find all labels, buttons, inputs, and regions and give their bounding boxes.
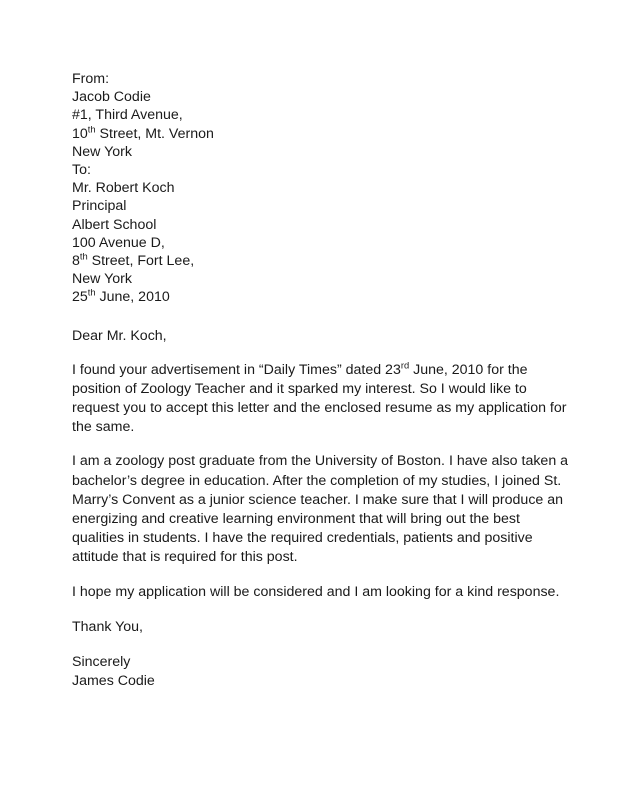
- body-paragraph-2: I am a zoology post graduate from the University of Boston. I have also taken a bachelor’s degree in education. After the completion of my studies, I joined St. Marry’s Convent as a junior science teacher. I make sure that I will produce an energizing and creative learning environment that will bring out the best qualities in students. I have the required credentials, patients and positive attitude that is required for this post.: [72, 453, 569, 566]
- sender-street-ordinal: th: [87, 123, 96, 134]
- sender-street-rest: Street, Mt. Vernon: [95, 125, 214, 142]
- date-ordinal: th: [87, 287, 96, 298]
- sender-name: Jacob Codie: [72, 89, 151, 106]
- sender-street-number: 10: [72, 125, 88, 142]
- body-paragraph-1: [72, 361, 572, 438]
- signature-block: [72, 653, 572, 691]
- letter-body: [72, 70, 572, 691]
- recipient-street-number: 8: [72, 253, 80, 270]
- date-rest: June, 2010: [95, 289, 170, 306]
- body-paragraph-3: I hope my application will be considered and I am looking for a kind response.: [72, 583, 560, 600]
- salutation: Dear Mr. Koch,: [72, 327, 167, 344]
- date-day: 25: [72, 289, 88, 306]
- sender-from-label: From:: [72, 71, 110, 87]
- recipient-to-label: To:: [72, 162, 91, 179]
- sender-address-block: [72, 70, 572, 161]
- recipient-address-line-1: 100 Avenue D,: [72, 234, 165, 251]
- recipient-street-ordinal: th: [79, 251, 88, 262]
- paragraph-1-part-1: I found your advertisement in “Daily Times” dated 23: [72, 361, 401, 378]
- recipient-title: Principal: [72, 198, 127, 215]
- recipient-address-block: [72, 161, 572, 307]
- signature-name: James Codie: [72, 673, 155, 690]
- sign-off: Sincerely: [72, 654, 131, 671]
- recipient-organization: Albert School: [72, 216, 157, 233]
- letter-date: [72, 288, 572, 306]
- sender-address-line-3: New York: [72, 143, 132, 160]
- thank-you-line: Thank You,: [72, 618, 143, 635]
- recipient-address-line-3: New York: [72, 271, 132, 288]
- sender-address-line-1: #1, Third Avenue,: [72, 107, 183, 124]
- recipient-address-line-2: [72, 252, 572, 270]
- sender-address-line-2: [72, 125, 572, 143]
- paragraph-1-ordinal: rd: [400, 359, 410, 370]
- recipient-name: Mr. Robert Koch: [72, 180, 175, 197]
- recipient-street-rest: Street, Fort Lee,: [87, 253, 195, 270]
- paragraph-1-part-2: June, 2010 for the position of Zoology Teacher and it sparked my interest. So I would like to request you to accept this letter and the enclosed resume as my application for the same.: [72, 361, 567, 436]
